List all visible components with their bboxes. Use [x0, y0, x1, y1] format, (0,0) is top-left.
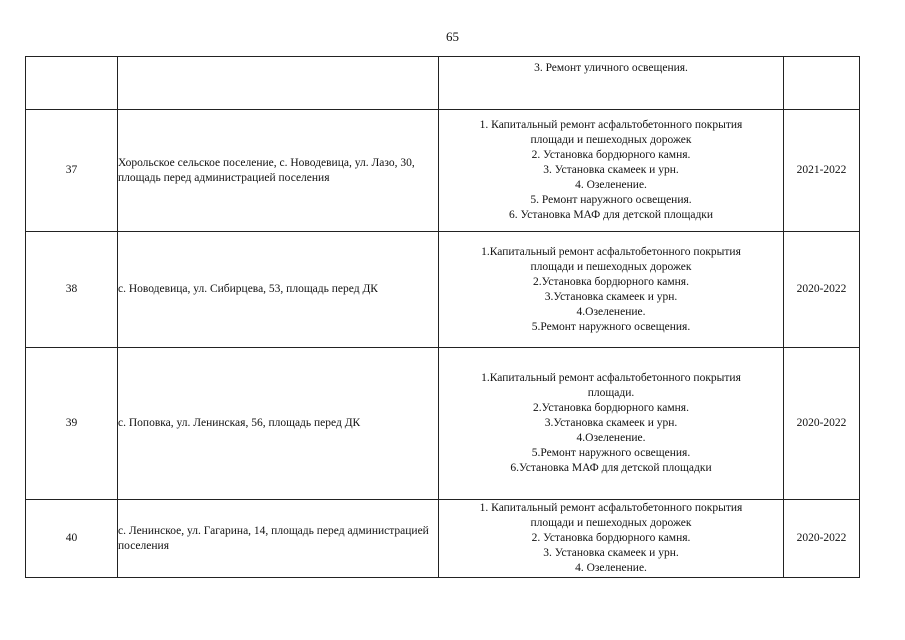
row-works: [439, 110, 784, 232]
work-item: 1. Капитальный ремонт асфальтобетонного покрытия: [479, 502, 743, 514]
work-item: 1. Капитальный ремонт асфальтобетонного покрытия: [479, 119, 743, 131]
work-item: 2. Установка бордюрного камня.: [531, 149, 691, 161]
row-number: 40: [26, 500, 118, 578]
row-works: [439, 500, 784, 578]
work-item: площади.: [587, 387, 635, 399]
table-row-38: [26, 232, 860, 348]
work-item: 3. Установка скамеек и урн.: [543, 547, 679, 559]
row-works: [439, 348, 784, 500]
work-item: 4.Озеленение.: [576, 432, 646, 444]
work-item: 6. Установка МАФ для детской площадки: [508, 209, 714, 221]
row-period: 2020-2022: [784, 348, 860, 500]
row-works: [439, 232, 784, 348]
work-item: 2.Установка бордюрного камня.: [533, 402, 689, 414]
table-row-40: [26, 500, 860, 578]
work-item: 2.Установка бордюрного камня.: [533, 275, 689, 288]
works-table: [25, 56, 860, 578]
table-row-37: [26, 110, 860, 232]
work-item: 5.Ремонт наружного освещения.: [531, 320, 691, 333]
table-row-39: [26, 348, 860, 500]
row-address: с. Новодевица, ул. Сибирцева, 53, площадь перед ДК: [118, 232, 439, 348]
page-number: 65: [446, 29, 459, 44]
work-item: площади и пешеходных дорожек: [530, 134, 692, 146]
work-item: 3.Установка скамеек и урн.: [544, 417, 678, 429]
work-item: 3. Установка скамеек и урн.: [543, 164, 679, 176]
row-number: 38: [26, 232, 118, 348]
work-item: 5. Ремонт наружного освещения.: [530, 194, 692, 206]
row-number: [26, 57, 118, 110]
row-address: Хорольское сельское поселение, с. Новодевица, ул. Лазо, 30, площадь перед администрацией поселения: [118, 110, 439, 232]
row-period: [784, 57, 860, 110]
work-item: 4. Озеленение.: [575, 562, 647, 574]
table-row-continued: [26, 57, 860, 110]
work-item: 2. Установка бордюрного камня.: [531, 532, 691, 544]
work-item: 6.Установка МАФ для детской площадки: [510, 462, 712, 474]
row-period: 2021-2022: [784, 110, 860, 232]
work-item: площади и пешеходных дорожек: [530, 517, 692, 529]
work-item: 4.Озеленение.: [576, 305, 646, 318]
row-number: 39: [26, 348, 118, 500]
work-item: 3. Ремонт уличного освещения.: [534, 62, 688, 74]
work-item: 5.Ремонт наружного освещения.: [531, 447, 691, 459]
work-item: 4. Озеленение.: [575, 179, 647, 191]
row-period: 2020-2022: [784, 500, 860, 578]
work-item: площади и пешеходных дорожек: [530, 260, 692, 273]
row-address: с. Поповка, ул. Ленинская, 56, площадь перед ДК: [118, 348, 439, 500]
row-works: [439, 57, 784, 110]
row-address: с. Ленинское, ул. Гагарина, 14, площадь перед администрацией поселения: [118, 500, 439, 578]
row-period: 2020-2022: [784, 232, 860, 348]
row-number: 37: [26, 110, 118, 232]
work-item: 3.Установка скамеек и урн.: [544, 290, 678, 303]
work-item: 1.Капитальный ремонт асфальтобетонного покрытия: [481, 372, 741, 384]
work-item: 1.Капитальный ремонт асфальтобетонного покрытия: [481, 245, 741, 258]
row-address: [118, 57, 439, 110]
